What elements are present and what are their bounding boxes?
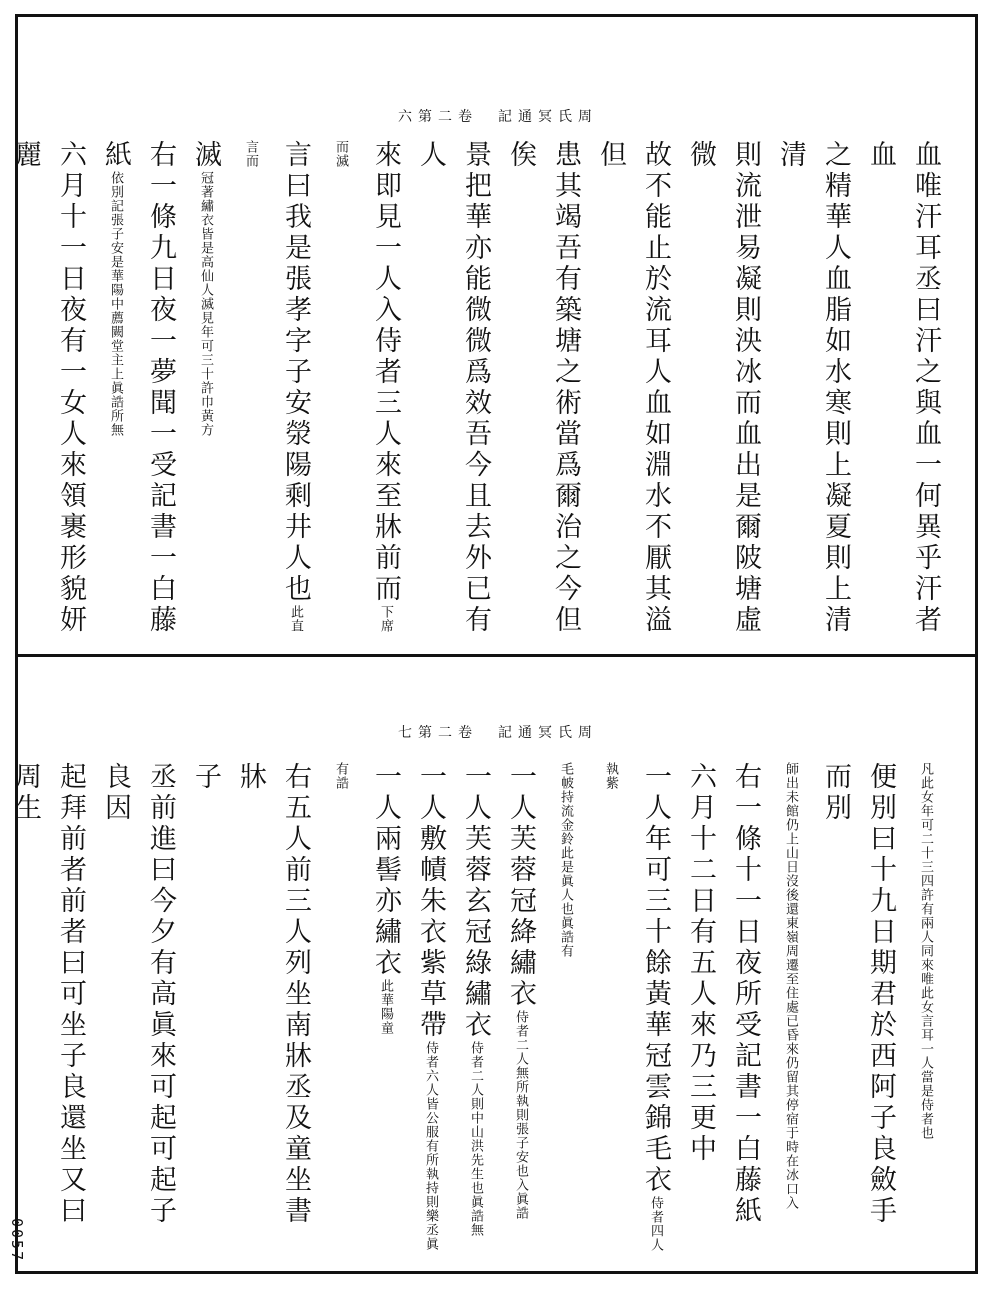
text-column: 一人芙蓉冠絳繡衣侍者二人無所執則張子安也入眞誥 [505,762,536,1220]
annotation: 師出未館仍上山日沒後還東嶺周遷至住處已昏來仍留其停宿于時在冰口入 [783,762,798,1210]
text-column: 滅冠著繡衣皆是高仙人滅見年可三十許巾黃方 [190,140,221,437]
running-head: 七第二卷 記通冥氏周 [398,725,598,741]
annotation: 侍者二人則中山洪先生也眞誥無 [468,1041,483,1237]
text-column: 來即見一人入侍者三人來至牀前而下席而滅 [333,140,401,633]
text-column: 一人兩髻亦繡衣此華陽童 [370,762,401,1035]
text-column: 患其竭吾有築塘之術當爲爾治之今但俟 [505,140,581,636]
text-column: 一人敷幘朱衣紫草帶侍者六人皆公服有所執持則樂丞眞 [415,762,446,1251]
text-column: 一人芙蓉玄冠綠繡衣侍者二人則中山洪先生也眞誥無 [460,762,491,1237]
text-column: 右五人前三人列坐南牀丞及童坐書牀 [235,762,311,1227]
top-page [10,22,968,648]
text-column: 子 [190,762,221,793]
text-column: 起拜前者前者曰可坐子良還坐又曰周生 [10,762,86,1227]
annotation: 依別記張子安是華陽中 [108,171,123,311]
annotation: 毛帔持流金鈴此是眞人也眞誥有 [558,762,573,958]
annotation: 侍者二人無所執則張子安也入眞誥 [513,1010,528,1220]
text-column: 便別曰十九日期君於西阿子良斂手而別 [820,762,896,1227]
annotation: 此直言而 [243,140,303,633]
text-column [0,762,3,1252]
text-column: 景把華亦能微微爲效吾今且去外已有人 [415,140,491,636]
text-column: 血唯汗耳丞曰汗之與血一何異乎汗者血 [865,140,941,636]
annotation: 凡此女年可二十三四許有兩人同來唯此女言耳一人當是侍者也 [918,762,933,1140]
text-column: 六月十二日有五人來乃三更中 [685,762,716,1165]
text-column: 故不能止於流耳人血如淵水不厭其溢但 [595,140,671,636]
text-column: 一人年可三十餘黃華冠雲錦毛衣侍者四人執紫 [603,762,671,1252]
text-column [903,762,948,1252]
annotation: 下席而滅 [333,140,393,633]
annotation: 有誥 [333,762,348,790]
text-column: 右一條九日夜一夢聞一受記書一白藤 [145,140,176,636]
text-column: 丞前進曰今夕有高眞來可起可起子良因 [100,762,176,1227]
annotation: 滅見年可三十許巾黃方 [198,297,213,437]
text-column: 紙依別記張子安是華陽中薦闕堂主上眞誥所無 [100,140,131,437]
annotation: 薦闕堂主上眞誥所無 [108,311,123,437]
text-column: 言曰我是張孝字子安滎陽剩井人也此直言而 [243,140,311,633]
text-column: 右一條十一日夜所受記書一白藤紙 [730,762,761,1227]
annotation: 侍者六人皆公服有所執持則樂丞眞 [423,1041,438,1251]
text-column: 六月十一日夜有一女人來領裹形貌妍麗 [10,140,86,636]
body-text [10,140,948,640]
page-divider [15,654,978,657]
running-head: 六第二卷 記通冥氏周 [398,109,598,125]
text-column [318,762,363,1252]
text-column [543,762,588,1252]
text-column: 則流泄易凝則泱冰而血出是爾陂塘虛微 [685,140,761,636]
annotation: 侍者四人執紫 [603,762,663,1252]
page-number: 0057 [8,1218,26,1263]
text-column [768,762,813,1252]
text-column: 之精華人血脂如水寒則上凝夏則上清清 [775,140,851,636]
annotation: 冠著繡衣皆是高仙人 [198,171,213,297]
annotation: 此華陽童 [378,979,393,1035]
text-column [0,140,3,640]
